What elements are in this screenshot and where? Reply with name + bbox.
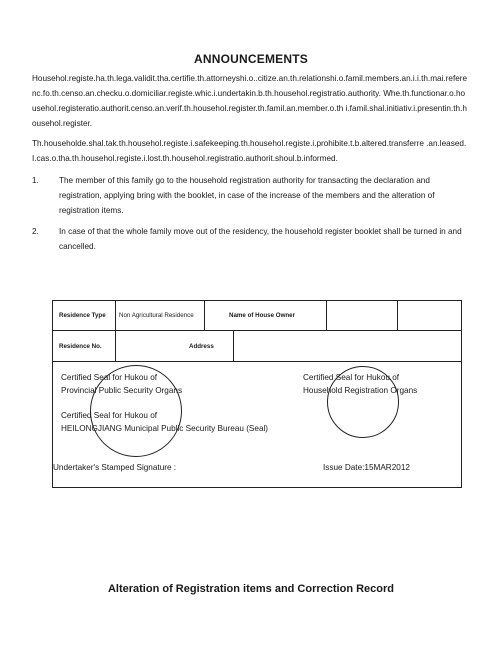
household-register-form xyxy=(52,300,462,488)
issue-date: Issue Date:15MAR2012 xyxy=(323,463,410,472)
item-text: In case of that the whole family move out of the residency, the household register booklet shall be turned in and cancelled. xyxy=(59,227,462,251)
house-owner-label: Name of House Owner xyxy=(229,312,296,319)
announcement-paragraph-2: Th.householde.shal.tak.th.househol.registe.i.safekeeping.th.househol.registe.i.prohibite.t.b.altered.transferre .an.leased.I.cas.o.tha.th.househol.registe.i.lost.th.househol.registratio.authorit.shoul.b.informed. xyxy=(32,139,467,163)
item-text: The member of this family go to the household registration authority for transacting the declaration and registration, applying bring with the booklet, in case of the increase of the members and the alteration of registration items. xyxy=(59,176,435,215)
form-column-divider xyxy=(115,330,116,361)
form-column-divider xyxy=(233,330,234,361)
seal-municipal-line-2: HEILONGJIANG Municipal Public Security Bureau (Seal) xyxy=(61,423,269,433)
seal-household xyxy=(303,372,417,397)
form-column-divider xyxy=(115,301,116,330)
residence-type-value: Non Agricultural Residence xyxy=(119,312,194,319)
seal-household-line-2: Household Registration Organs xyxy=(303,385,418,395)
undertaker-signature-label: Undertaker's Stamped Signature : xyxy=(53,463,177,472)
item-number: 2. xyxy=(32,227,39,236)
address-label: Address xyxy=(189,343,214,350)
seal-municipal-line-1: Certified Seal for Hukou of xyxy=(61,411,158,420)
form-row-divider xyxy=(53,361,461,362)
item-number: 1. xyxy=(32,176,39,185)
seal-municipal xyxy=(61,410,268,435)
announcement-paragraph-1: Househol.registe.ha.th.lega.validit.tha.certifie.th.attorneyshi.o..citize.an.th.relationshi.o.famil.members.an.i.i.th.mai.referenc.fo.th.censo.an.checku.o.domiciliar.registe.whic.i.undertakin.b.th.househol.registratio.authority. Whe.th.functionar.o.househol.registeratio.authorit.censo.an.verif.th.househol.register.th.famil.an.member.o.th i.famil.shal.initiativ.i.presentin.th.househol.register. xyxy=(32,74,468,128)
residence-type-label: Residence Type xyxy=(59,312,106,319)
form-column-divider xyxy=(204,301,205,330)
residence-no-label: Residence No. xyxy=(59,343,102,350)
form-column-divider xyxy=(397,301,398,330)
seal-provincial xyxy=(61,372,182,397)
announcements-title: ANNOUNCEMENTS xyxy=(194,52,308,66)
form-column-divider xyxy=(326,301,327,330)
seal-provincial-line-1: Certified Seal for Hukou of xyxy=(61,373,158,382)
seal-household-line-1: Certified Seal for Hukou of xyxy=(303,373,400,382)
alteration-record-title: Alteration of Registration items and Correction Record xyxy=(107,583,395,595)
seal-provincial-line-2: Provincial Public Security Organs xyxy=(61,385,183,395)
